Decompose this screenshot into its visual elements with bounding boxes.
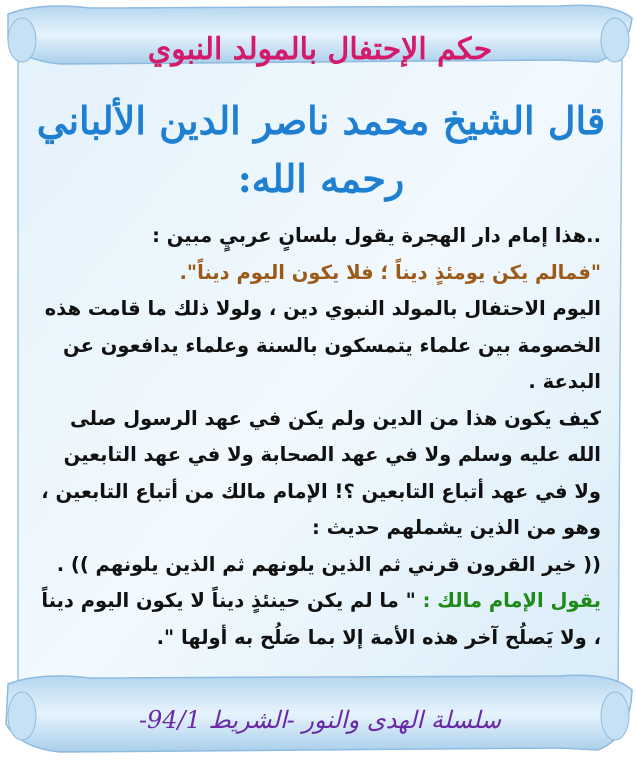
hadith-line: (( خير القرون قرني ثم الذين يلونهم ثم الذين يلونهم )) . bbox=[56, 552, 601, 576]
source-footer: سلسلة الهدى والنور -الشريط 94/1- bbox=[138, 706, 502, 734]
malik-label: يقول الإمام مالك : bbox=[422, 589, 601, 612]
author-heading: قال الشيخ محمد ناصر الدين الألباني رحمه الله: bbox=[36, 98, 606, 201]
quote-line: "فمالم يكن يومئذٍ ديناً ؛ فلا يكون اليوم ديناً". bbox=[179, 260, 601, 284]
page-title: حكم الإحتفال بالمولد النبوي bbox=[147, 32, 493, 67]
body-text bbox=[36, 218, 601, 656]
paragraph-two: كيف يكون هذا من الدين ولم يكن في عهد الرسول صلى الله عليه وسلم ولا في عهد الصحابة ولا في عهد التابعين ولا في عهد أتباع التابعين ؟! الإمام مالك من أتباع التابعين ، وهو من الذين يشملهم حديث : bbox=[41, 406, 601, 539]
malik-paragraph bbox=[36, 583, 601, 656]
intro-line: ..هذا إمام دار الهجرة يقول بلسانٍ عربيٍ مبين : bbox=[152, 224, 601, 247]
malik-quote: " ما لم يكن حينئذٍ ديناً لا يكون اليوم ديناً ، ولا يَصلُح آخر هذه الأمة إلا بما صَلُح به أولها ". bbox=[41, 589, 601, 649]
paragraph-one: اليوم الاحتفال بالمولد النبوي دين ، ولولا ذلك ما قامت هذه الخصومة بين علماء يتمسكون بالسنة وعلماء يدافعون عن البدعة . bbox=[44, 297, 601, 393]
